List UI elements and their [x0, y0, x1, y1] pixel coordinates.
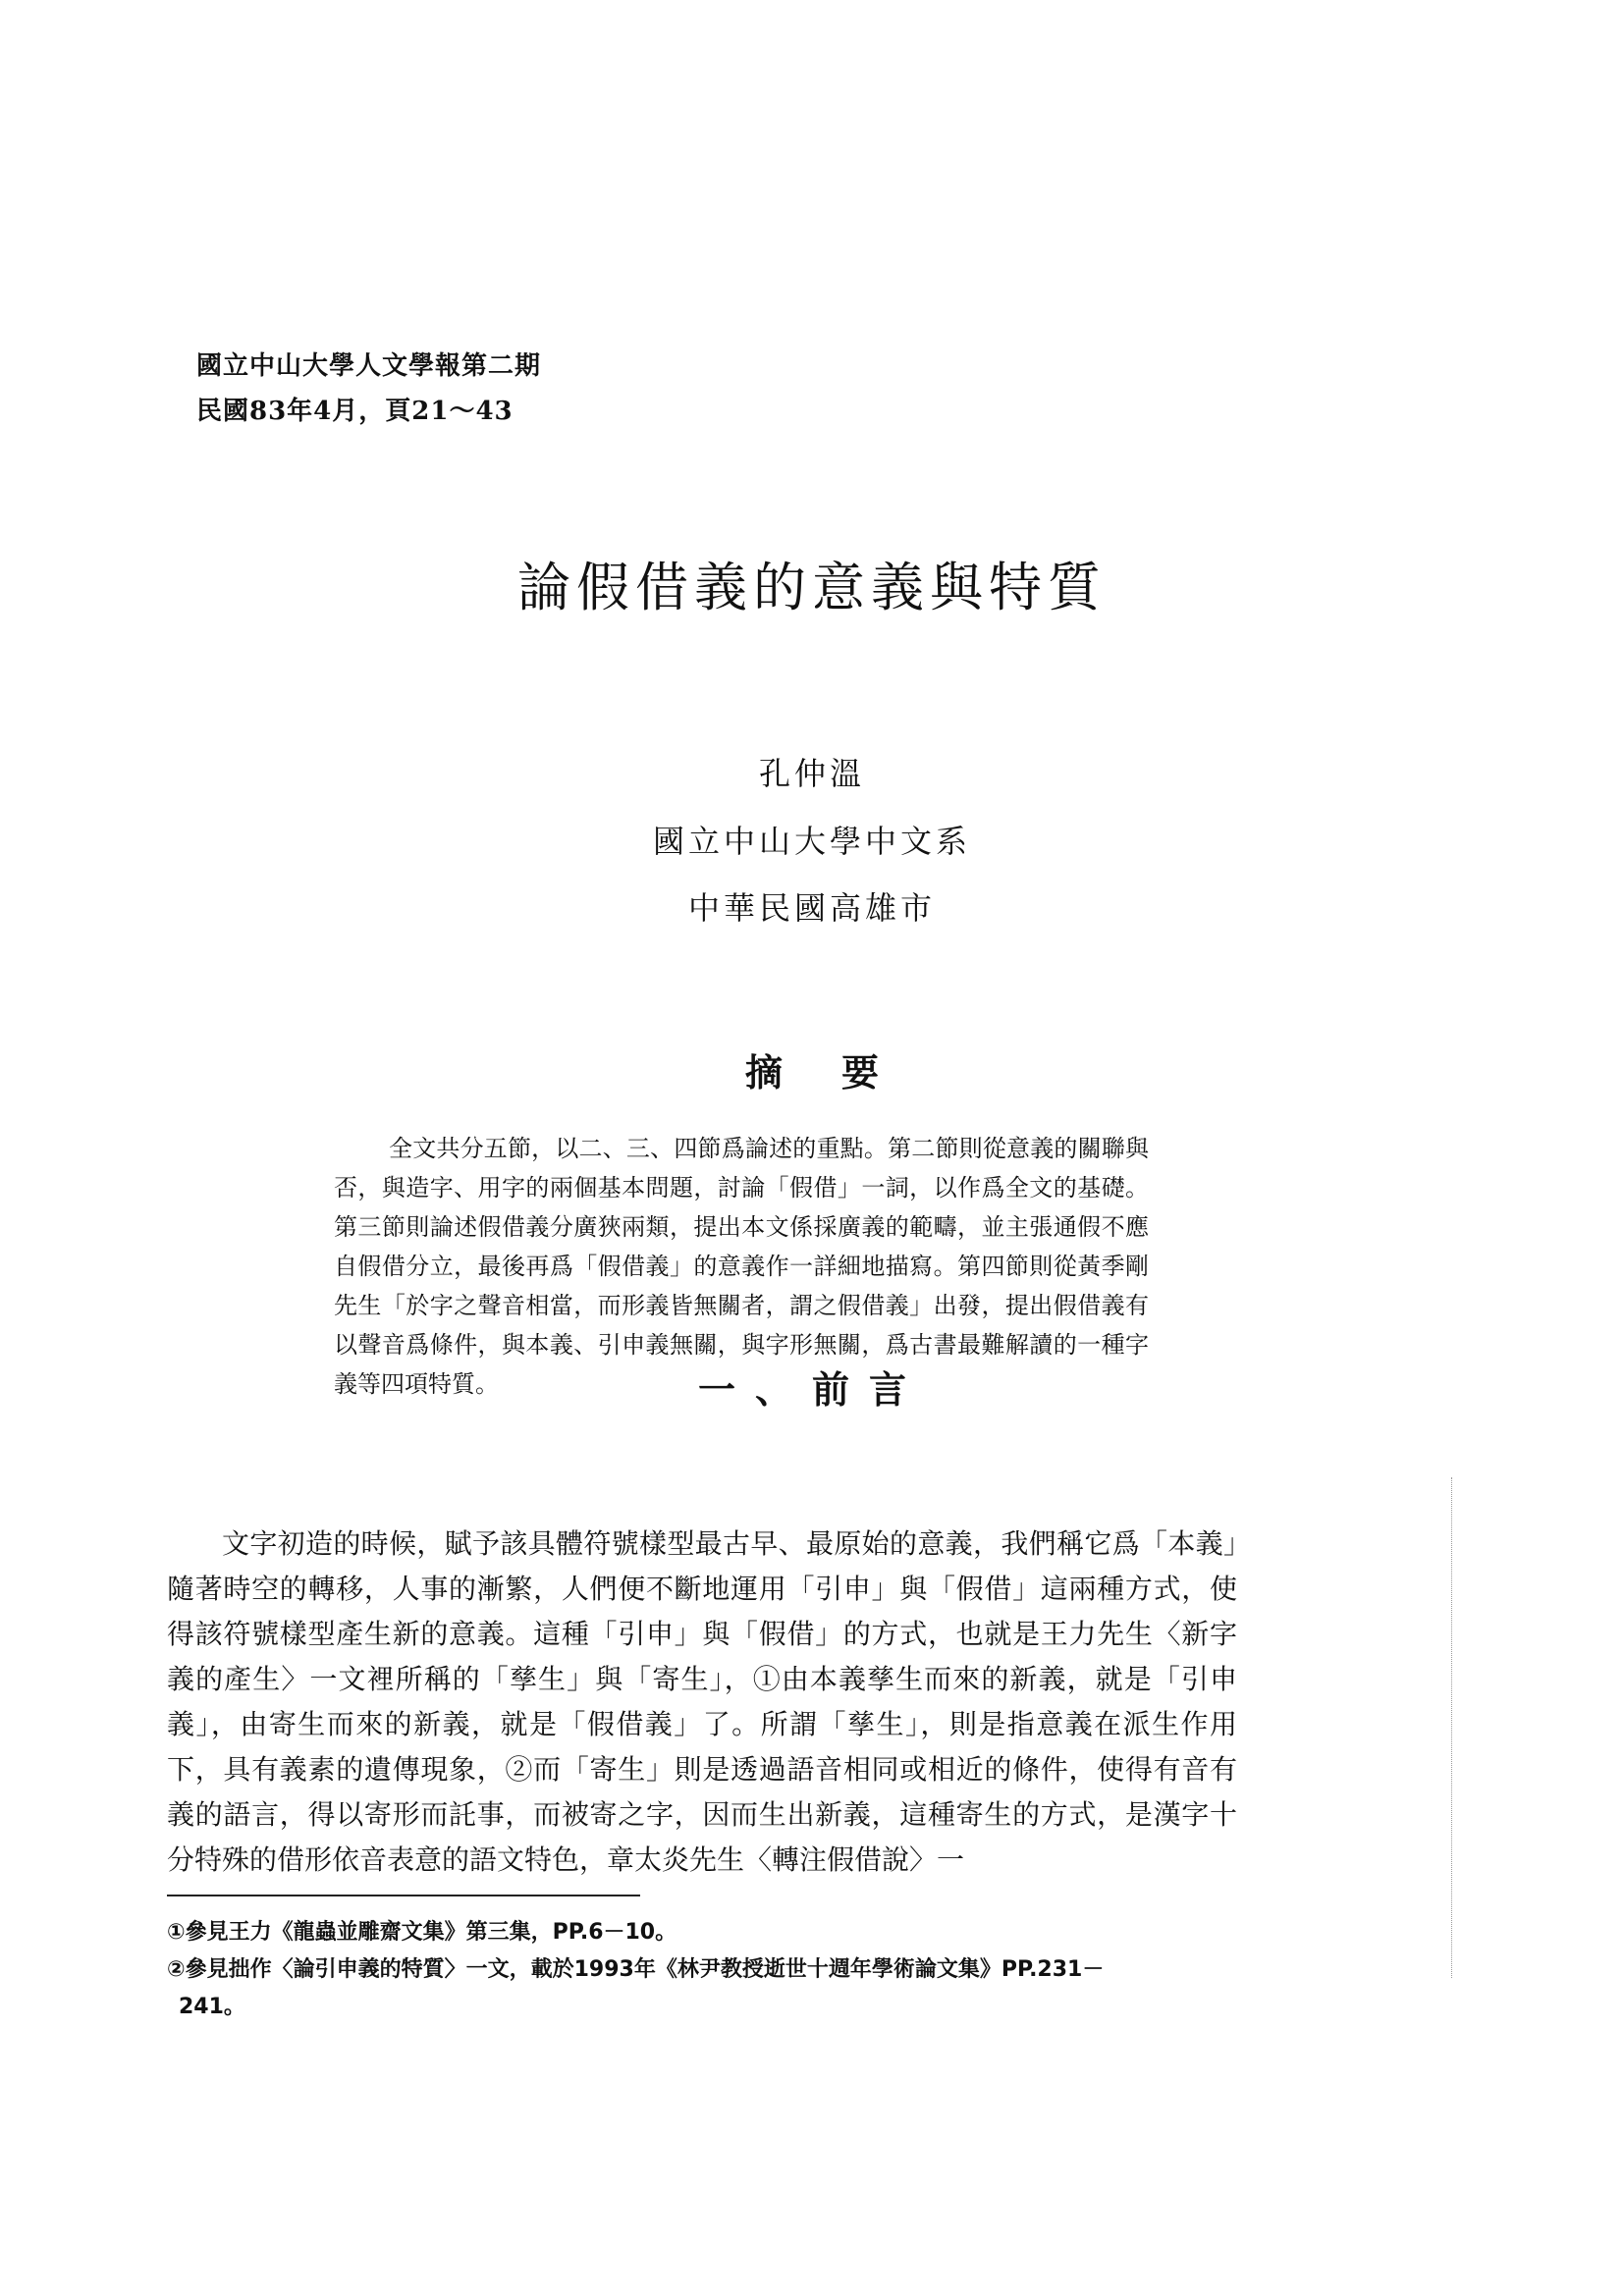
section-heading: 一、前言: [697, 1367, 926, 1412]
abstract-heading: 摘要: [744, 1050, 938, 1095]
scan-margin-line: [1451, 1477, 1452, 1978]
footnotes: [167, 1914, 1257, 2026]
abstract-text: 全文共分五節，以二、三、四節爲論述的重點。第二節則從意義的關聯與否，與造字、用字的兩個基本問題，討論「假借」一詞，以作爲全文的基礎。第三節則論述假借義分廣狹兩類，提出本文係採廣義的範疇，並主張通假不應自假借分立，最後再爲「假借義」的意義作一詳細地描寫。第四節則從黃季剛先生「於字之聲音相當，而形義皆無關者，謂之假借義」出發，提出假借義有以聲音爲條件，與本義、引申義無關，與字形無關，爲古書最難解讀的一種字義等四項特質。: [334, 1135, 1149, 1398]
journal-name: 國立中山大學人文學報第二期: [196, 351, 542, 381]
author-name: 孔仲溫: [758, 755, 865, 792]
paper-title: 論假借義的意義與特質: [517, 557, 1107, 618]
body-paragraph: 文字初造的時候，賦予該具體符號樣型最古早、最原始的意義，我們稱它爲「本義」隨著時空的轉移，人事的漸繁，人們便不斷地運用「引申」與「假借」這兩種方式，使得該符號樣型產生新的意義。這種「引申」與「假借」的方式，也就是王力先生〈新字義的產生〉一文裡所稱的「孳生」與「寄生」，①由本義孳生而來的新義，就是「引申義」，由寄生而來的新義，就是「假借義」了。所謂「孳生」，則是指意義在派生作用下，具有義素的遺傳現象，②而「寄生」則是透過語音相同或相近的條件，使得有音有義的語言，得以寄形而託事，而被寄之字，因而生出新義，這種寄生的方式，是漢字十分特殊的借形依音表意的語文特色，章太炎先生〈轉注假借說〉一: [167, 1527, 1237, 1876]
footnote-2: ②參見拙作〈論引申義的特質〉一文，載於1993年《林尹教授逝世十週年學術論文集》PP.231－: [167, 1957, 1105, 1982]
footnote-divider: [167, 1895, 640, 1896]
author-location: 中華民國高雄市: [687, 889, 936, 927]
footnote-2-continuation: 241。: [179, 1995, 245, 2019]
footnote-1: ①參見王力《龍蟲並雕齋文集》第三集，PP.6－10。: [167, 1920, 677, 1945]
journal-issue-pages: 民國83年4月，頁21～43: [196, 397, 514, 426]
author-affiliation: 國立中山大學中文系: [652, 823, 971, 860]
